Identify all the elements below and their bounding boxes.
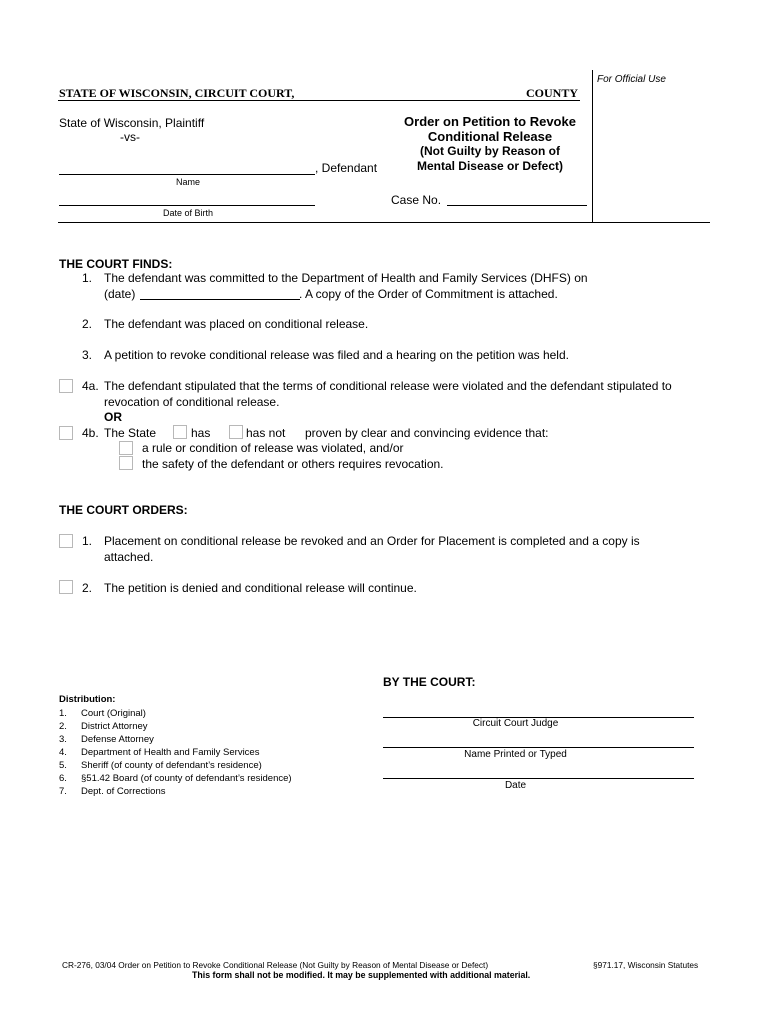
distribution-list — [59, 707, 292, 798]
finds-item-2-text: The defendant was placed on conditional release. — [104, 317, 369, 331]
checkbox-has-not[interactable] — [229, 425, 243, 439]
judge-label: Circuit Court Judge — [472, 718, 559, 729]
defendant-label: , Defendant — [315, 161, 378, 175]
checkbox-rule-violated[interactable] — [119, 441, 133, 455]
list-item: 6. §51.42 Board (of county of defendant’s residence) — [59, 773, 292, 784]
official-use-label: For Official Use — [597, 74, 666, 85]
case-number-field[interactable] — [447, 205, 587, 206]
list-item: 1. Court (Original) — [59, 708, 146, 719]
orders-item-2-number: 2. — [82, 581, 93, 595]
finds-item-1-date-suffix: . A copy of the Order of Commitment is attached. — [299, 287, 558, 301]
list-item: 4. Department of Health and Family Services — [59, 747, 260, 758]
has-not-label: has not — [246, 426, 286, 440]
commitment-date-field[interactable] — [140, 299, 300, 300]
or-label: OR — [104, 410, 122, 424]
list-item: 3. Defense Attorney — [59, 734, 154, 745]
header-bottom-rule — [592, 222, 710, 223]
finds-item-3-text: A petition to revoke conditional release was filed and a hearing on the petition was held. — [104, 348, 569, 362]
footer-notice: This form shall not be modified. It may be supplemented with additional material. — [192, 970, 531, 980]
finds-item-4a-text-1: The defendant stipulated that the terms of conditional release were violated and the defendant stipulated to — [104, 379, 672, 393]
name-printed-label: Name Printed or Typed — [464, 749, 567, 760]
orders-item-2-text: The petition is denied and conditional release will continue. — [104, 581, 417, 595]
court-orders-heading: THE COURT ORDERS: — [59, 503, 188, 517]
finds-item-3-number: 3. — [82, 348, 93, 362]
date-of-birth-label: Date of Birth — [163, 208, 214, 218]
vs-label: -vs- — [120, 130, 140, 144]
name-printed-field[interactable] — [383, 747, 694, 748]
county-label: COUNTY — [526, 86, 579, 100]
court-header-underline — [58, 100, 580, 101]
defendant-name-field[interactable] — [59, 174, 315, 175]
case-number-label: Case No. — [391, 193, 442, 207]
checkbox-4b[interactable] — [59, 426, 73, 440]
list-item: 2. District Attorney — [59, 721, 148, 732]
court-header: STATE OF WISCONSIN, CIRCUIT COURT, — [59, 86, 295, 100]
finds-item-2-number: 2. — [82, 317, 93, 331]
has-label: has — [191, 426, 211, 440]
title-line-1: Order on Petition to Revoke — [404, 114, 576, 129]
checkbox-4a[interactable] — [59, 379, 73, 393]
safety-label: the safety of the defendant or others requires revocation. — [142, 457, 444, 471]
checkbox-order-1[interactable] — [59, 534, 73, 548]
plaintiff-label: State of Wisconsin, Plaintiff — [59, 116, 205, 130]
by-the-court-heading: BY THE COURT: — [383, 675, 476, 689]
checkbox-safety[interactable] — [119, 456, 133, 470]
list-item: 5. Sheriff (of county of defendant’s residence) — [59, 760, 262, 771]
finds-item-4a-number: 4a. — [82, 379, 99, 393]
form-title — [380, 114, 600, 174]
signature-date-field[interactable] — [383, 778, 694, 779]
orders-item-1-text-2: attached. — [104, 550, 154, 564]
signature-date-label: Date — [504, 780, 527, 791]
title-line-4: Mental Disease or Defect) — [416, 159, 564, 173]
finds-item-4a-text-2: revocation of conditional release. — [104, 395, 280, 409]
distribution-heading: Distribution: — [59, 694, 116, 705]
finds-item-1-text: The defendant was committed to the Department of Health and Family Services (DHFS) on — [104, 271, 588, 285]
title-line-2: Conditional Release — [427, 129, 553, 144]
date-of-birth-field[interactable] — [59, 205, 315, 206]
list-item: 7. Dept. of Corrections — [59, 786, 166, 797]
finds-item-4b-number: 4b. — [82, 426, 99, 440]
finds-item-1-date-prefix: (date) — [104, 287, 136, 301]
finds-item-1-number: 1. — [82, 271, 93, 285]
checkbox-has[interactable] — [173, 425, 187, 439]
orders-item-1-text-1: Placement on conditional release be revoked and an Order for Placement is completed and a copy is — [104, 534, 640, 548]
footer-form-id: CR-276, 03/04 Order on Petition to Revoke Conditional Release (Not Guilty by Reason of Mental Disease or Defect) — [62, 960, 489, 970]
checkbox-order-2[interactable] — [59, 580, 73, 594]
orders-item-1-number: 1. — [82, 534, 93, 548]
title-line-3: (Not Guilty by Reason of — [419, 144, 560, 158]
name-label: Name — [176, 177, 201, 187]
caption-bottom-rule — [58, 222, 592, 223]
finds-item-4b-state: The State — [104, 426, 157, 440]
footer-statute: §971.17, Wisconsin Statutes — [593, 960, 699, 970]
finds-item-4b-rest: proven by clear and convincing evidence that: — [305, 426, 549, 440]
court-finds-heading: THE COURT FINDS: — [59, 257, 173, 271]
rule-violated-label: a rule or condition of release was violated, and/or — [142, 441, 404, 455]
